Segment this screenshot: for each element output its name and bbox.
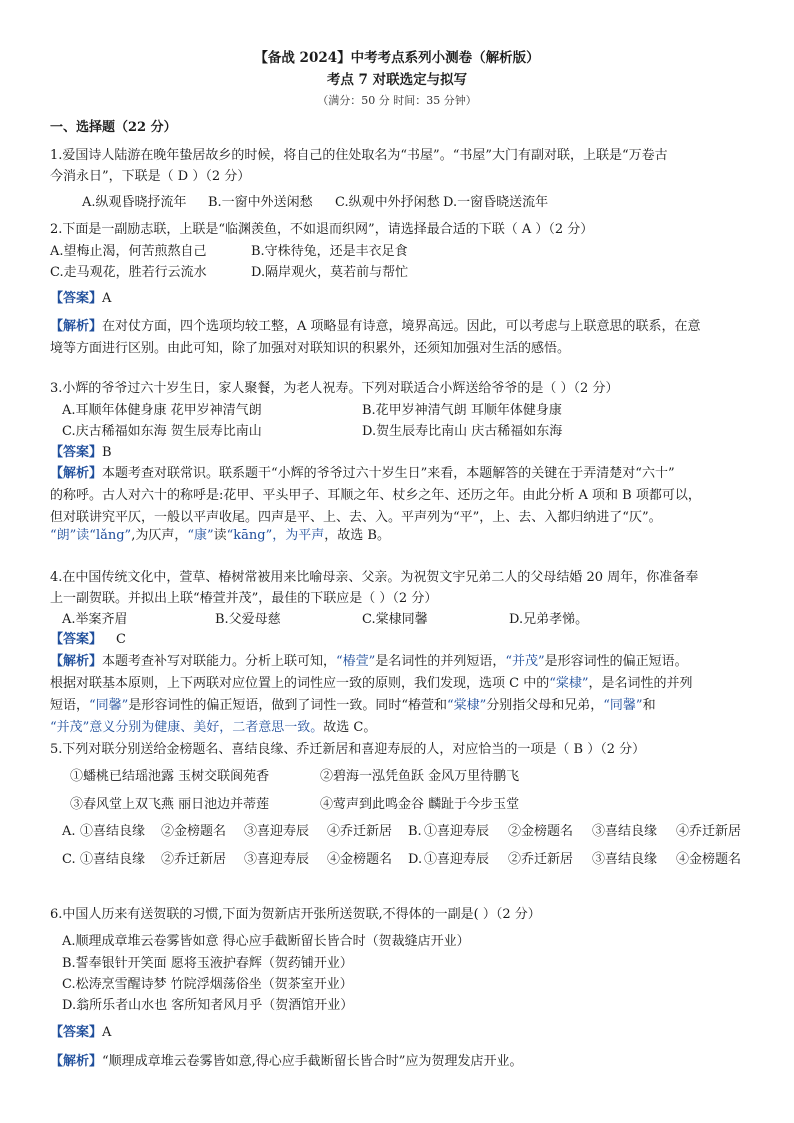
question-6-analysis: [50, 1054, 522, 1070]
couplet-3: ③春风堂上双飞燕 丽日池边并蒂莲: [70, 797, 270, 812]
question-3-analysis-line-2: 的称呼。古人对六十的称呼是:花甲、平头甲子、耳顺之年、杖乡之年、还历之年。由此分析 A 项和 B 项都可以，: [50, 488, 701, 503]
question-5-option-a-item: ②金榜题名: [161, 824, 227, 839]
analysis-fragment: 是形容词性的偏正短语。: [544, 654, 688, 669]
question-6-option-b: B.誓奉银针开笑面 愿将玉液护春辉（贺药铺开业）: [62, 956, 353, 971]
answer-tag: 【答案】: [50, 1025, 103, 1040]
question-6-option-d: D.翁所乐者山水也 客所知者风月乎（贺酒馆开业）: [62, 998, 354, 1013]
question-4-analysis-line-3: [50, 698, 656, 714]
question-5-option-a-item: ③喜迎寿辰: [244, 824, 310, 839]
question-4-analysis-line-1: [50, 654, 688, 670]
question-2-analysis-line-2: 境等方面进行区别。由此可知，除了加强对对联知识的积累外，还须知加强对生活的感悟。: [50, 341, 571, 356]
analysis-fragment: “棠棣”: [549, 676, 589, 691]
question-1-option-a: A.纵观昏晓抒流年: [82, 195, 187, 210]
question-4-option-d: D.兄弟孝悌。: [509, 612, 589, 627]
question-5-option-c-item: ①喜结良缘: [80, 852, 146, 867]
question-2-option-a: A.望梅止渴，何苦煎熬自己: [50, 244, 207, 259]
answer-tag: 【答案】: [50, 632, 103, 647]
analysis-tag: 【解析】: [50, 1054, 103, 1069]
answer-value: A: [102, 291, 112, 306]
answer-value: C: [116, 632, 126, 647]
score-info: （满分：50 分 时间：35 分钟）: [317, 94, 477, 107]
question-4-option-c: C.棠棣同馨: [362, 612, 428, 627]
question-5-option-a-label: A.: [62, 824, 76, 839]
question-3-option-c: C.庆古稀福如东海 贺生辰寿比南山: [62, 424, 262, 439]
question-6-stem: 6.中国人历来有送贺联的习惯,下面为贺新店开张所送贺联,不得体的一副是( ）（2 分）: [50, 907, 541, 922]
analysis-fragment: “同馨”: [603, 698, 643, 713]
analysis-fragment: ，是名词性的并列: [588, 676, 693, 691]
couplet-4: ④莺声到此鸣金谷 麟趾于今步玉堂: [320, 797, 520, 812]
question-2-analysis-line-1: [50, 319, 701, 335]
question-5-option-b-item: ①喜迎寿辰: [424, 824, 490, 839]
analysis-fragment: “棠棣”: [446, 698, 487, 713]
couplet-2: ②碧海一泓凭鱼跃 金风万里待鹏飞: [320, 769, 520, 784]
section-heading: 一、选择题（22 分）: [50, 120, 177, 135]
question-2-option-c: C.走马观花，胜若行云流水: [50, 265, 207, 280]
question-4-option-b: B.父爱母慈: [215, 612, 281, 627]
analysis-tag: 【解析】: [50, 466, 103, 481]
question-2-option-b: B.守株待兔，还是丰衣足食: [251, 244, 408, 259]
question-2-answer: [50, 291, 111, 307]
question-3-analysis-line-4: [50, 528, 390, 544]
question-3-option-b: B.花甲岁神清气朗 耳顺年体健身康: [362, 403, 562, 418]
analysis-fragment: “并茂”意义分别为健康、美好，二者意思一致。: [50, 720, 324, 735]
question-5-option-d-item: ④金榜题名: [676, 852, 742, 867]
answer-value: A: [102, 1025, 112, 1040]
question-5-option-d-item: ②乔迁新居: [508, 852, 574, 867]
question-5-option-d-item: ①喜迎寿辰: [424, 852, 490, 867]
analysis-tag: 【解析】: [50, 654, 103, 669]
question-1-stem-line-2: 今消永日”，下联是（ D ）（2 分）: [50, 169, 251, 184]
analysis-fragment: ，故选 B。: [324, 528, 390, 543]
question-1-option-b: B.一窗中外送闲愁: [208, 195, 313, 210]
analysis-fragment: “并茂”: [505, 654, 545, 669]
question-4-stem-line-2: 上一副贺联。并拟出上联“椿萱并茂”，最佳的下联应是（ ）（2 分）: [50, 591, 438, 606]
question-3-answer: [50, 445, 112, 461]
analysis-fragment: 短语，: [50, 698, 90, 713]
question-1-stem-line-1: 1.爱国诗人陆游在晚年蛰居故乡的时候，将自己的住处取名为“书屋”。“书屋”大门有副对联，上联是“万卷古: [50, 148, 668, 163]
question-4-analysis-line-2: [50, 676, 693, 692]
question-5-option-c-item: ③喜迎寿辰: [244, 852, 310, 867]
analysis-tag: 【解析】: [50, 319, 103, 334]
question-1-option-c: C.纵观中外抒闲愁: [335, 195, 440, 210]
question-5-option-d-label: D.: [408, 852, 423, 867]
answer-tag: 【答案】: [50, 445, 103, 460]
question-5-option-b-label: B.: [408, 824, 422, 839]
analysis-fragment: 读: [213, 528, 227, 543]
question-5-option-c-item: ②乔迁新居: [161, 852, 227, 867]
question-5-option-b-item: ③喜结良缘: [592, 824, 658, 839]
question-5-option-a-item: ①喜结良缘: [80, 824, 146, 839]
question-5-option-c-item: ④金榜题名: [327, 852, 393, 867]
question-3-option-a: A.耳顺年体健身康 花甲岁神清气朗: [62, 403, 262, 418]
question-4-option-a: A.举案齐眉: [62, 612, 128, 627]
question-4-answer: [50, 632, 126, 648]
analysis-fragment: “同馨”: [89, 698, 129, 713]
question-2-stem: 2.下面是一副励志联，上联是“临渊羡鱼，不如退而织网”，请选择最合适的下联（ A ）（2 分）: [50, 222, 594, 237]
analysis-fragment: 故选 C。: [323, 720, 377, 735]
question-5-option-b-item: ②金榜题名: [508, 824, 574, 839]
question-5-option-a-item: ④乔迁新居: [327, 824, 393, 839]
answer-tag: 【答案】: [50, 291, 103, 306]
question-3-stem: 3.小辉的爷爷过六十岁生日，家人聚餐，为老人祝寿。下列对联适合小辉送给爷爷的是（ ）（2 分）: [50, 381, 619, 396]
answer-value: B: [102, 445, 112, 460]
question-5-option-d-item: ③喜结良缘: [592, 852, 658, 867]
document-subtitle: 考点 7 对联选定与拟写: [326, 72, 468, 88]
analysis-fragment: 和: [642, 698, 656, 713]
analysis-fragment: “椿萱”: [336, 654, 376, 669]
analysis-fragment: “康”: [187, 528, 214, 543]
analysis-fragment: “朗”读“lǎng”: [50, 528, 132, 543]
analysis-fragment: 是名词性的并列短语，: [375, 654, 506, 669]
analysis-fragment: 根据对联基本原则，上下两联对应位置上的词性应一致的原则，我们发现，选项 C 中的: [50, 676, 550, 691]
question-4-analysis-line-4: [50, 720, 376, 736]
question-4-stem-line-1: 4.在中国传统文化中，萱草、椿树常被用来比喻母亲、父亲。为祝贺文宇兄弟二人的父母结婚 20 周年，你准备奉: [50, 570, 699, 585]
question-6-option-c: C.松涛烹雪醒诗梦 竹院浮烟荡俗坐（贺茶室开业）: [62, 977, 353, 992]
question-2-option-d: D.隔岸观火，莫若前与帮忙: [251, 265, 409, 280]
question-5-stem: 5.下列对联分别送给金榜题名、喜结良缘、乔迁新居和喜迎寿辰的人，对应恰当的一项是（ B ）（2 分）: [50, 742, 646, 757]
couplet-1: ①蟠桃已结瑶池露 玉树交联阆苑香: [70, 769, 270, 784]
document-title: 【备战 2024】中考考点系列小测卷（解析版）: [254, 50, 540, 66]
analysis-fragment: 是形容词性的偏正短语，做到了词性一致。同时“椿萱和: [128, 698, 447, 713]
analysis-fragment: 本题考查补写对联能力。分析上联可知，: [102, 654, 337, 669]
question-3-option-d: D.贺生辰寿比南山 庆古稀福如东海: [362, 424, 563, 439]
question-3-analysis-line-3: 但对联讲究平仄，一般以平声收尾。四声是平、上、去、入。平声列为“平”，上、去、入都归纳进了“仄”。: [50, 510, 662, 525]
analysis-fragment: ,为仄声，: [131, 528, 188, 543]
analysis-text: 本题考查对联常识。联系题干“小辉的爷爷过六十岁生日”来看，本题解答的关键在于弄清楚对“六十”: [102, 466, 675, 481]
question-5-option-b-item: ④乔迁新居: [676, 824, 742, 839]
analysis-text: “顺理成章堆云卷雾皆如意,得心应手截断留长皆合时”应为贺理发店开业。: [102, 1054, 523, 1069]
analysis-text: 在对仗方面，四个选项均较工整，A 项略显有诗意，境界高远。因此，可以考虑与上联意思的联系，在意: [102, 319, 701, 334]
question-3-analysis-line-1: [50, 466, 675, 482]
analysis-fragment: “kāng”，为平声: [226, 528, 325, 543]
question-1-option-d: D.一窗昏晓送流年: [443, 195, 549, 210]
analysis-fragment: 分别指父母和兄弟，: [486, 698, 604, 713]
question-6-answer: [50, 1025, 111, 1041]
question-5-option-c-label: C.: [62, 852, 76, 867]
question-6-option-a: A.顺理成章堆云卷雾皆如意 得心应手截断留长皆合时（贺裁缝店开业）: [62, 934, 470, 949]
